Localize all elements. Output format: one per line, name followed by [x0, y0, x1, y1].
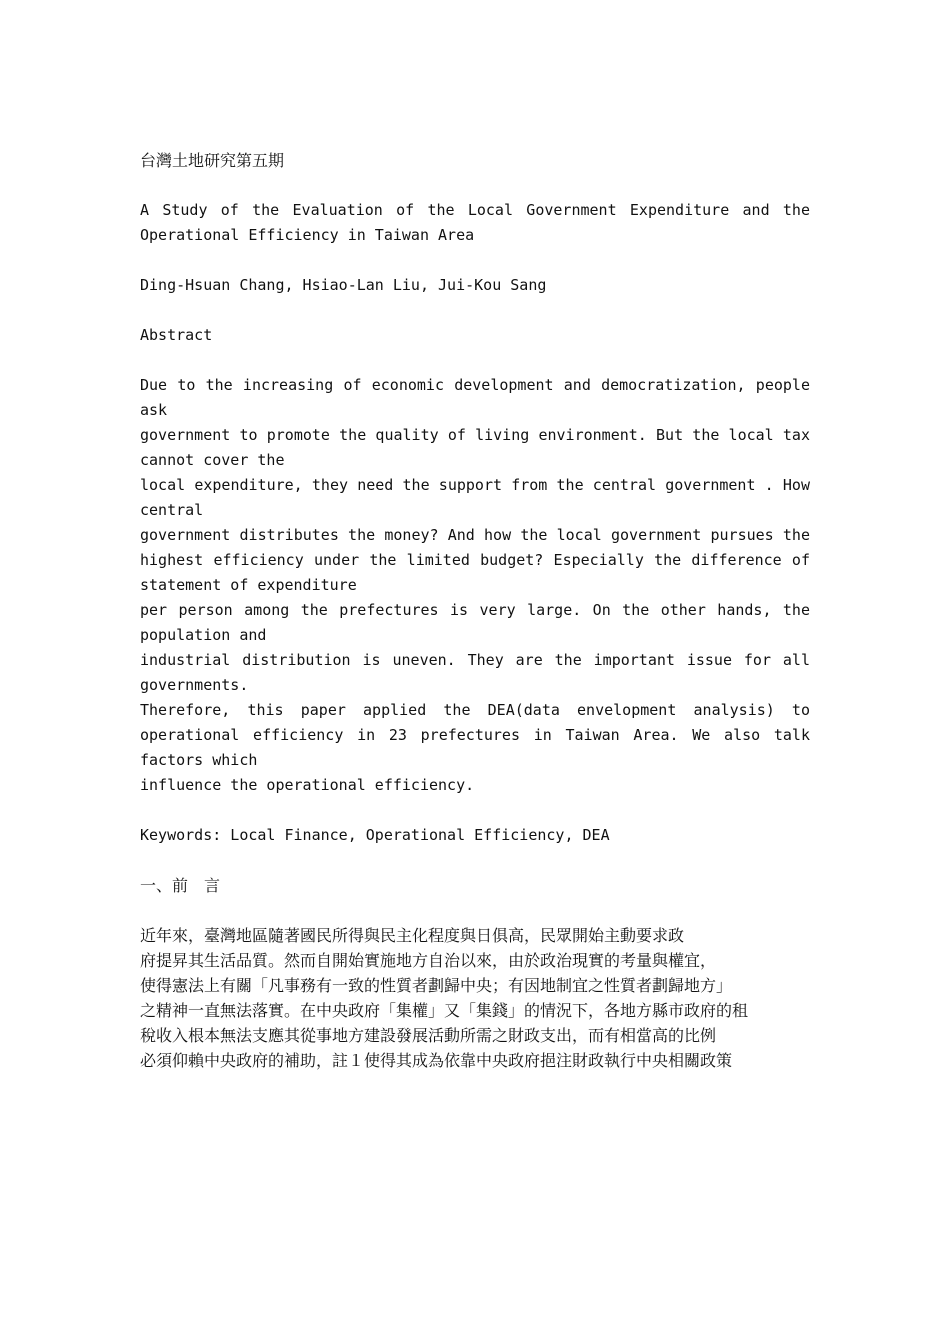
body-line: 近年來，臺灣地區隨著國民所得與民主化程度與日俱高，民眾開始主動要求政 [140, 926, 685, 945]
body-line: 必須仰賴中央政府的補助，註１使得其成為依靠中央政府挹注財政執行中央相關政策 [140, 1051, 733, 1070]
abstract-line: operational efficiency in 23 prefectures in Taiwan Area. We also talk [140, 726, 810, 744]
spacer [140, 848, 810, 873]
spacer [140, 248, 810, 273]
abstract-line: ask [140, 401, 168, 419]
abstract-line: cannot cover the [140, 451, 285, 469]
body-line: 稅收入根本無法支應其從事地方建設發展活動所需之財政支出，而有相當高的比例 [140, 1026, 717, 1045]
section-heading: 一、前 言 [140, 876, 221, 895]
spacer [140, 173, 810, 198]
body-line: 府提昇其生活品質。然而自開始實施地方自治以來，由於政治現實的考量與權宜， [140, 951, 717, 970]
abstract-line: factors which [140, 751, 258, 769]
paper-title-line-1: A Study of the Evaluation of the Local Government Expenditure and the [140, 201, 810, 219]
abstract-line: government distributes the money? And how the local government pursues the [140, 526, 810, 544]
abstract-line: highest efficiency under the limited budget? Especially the difference of [140, 551, 810, 569]
abstract-line: population and [140, 626, 267, 644]
body-line: 之精神一直無法落實。在中央政府「集權」又「集錢」的情況下，各地方縣市政府的租 [140, 1001, 749, 1020]
abstract-line: influence the operational efficiency. [140, 776, 475, 794]
body-line: 使得憲法上有關「凡事務有一致的性質者劃歸中央；有因地制宜之性質者劃歸地方」 [140, 976, 733, 995]
abstract-heading: Abstract [140, 326, 213, 344]
abstract-line: local expenditure, they need the support from the central government . How [140, 476, 810, 494]
abstract-line: central [140, 501, 204, 519]
spacer [140, 798, 810, 823]
abstract-line: statement of expenditure [140, 576, 357, 594]
abstract-line: governments. [140, 676, 249, 694]
abstract-line: Due to the increasing of economic development and democratization, people [140, 376, 810, 394]
spacer [140, 298, 810, 323]
spacer [140, 898, 810, 923]
abstract-line: government to promote the quality of living environment. But the local tax [140, 426, 810, 444]
journal-title: 台灣土地研究第五期 [140, 151, 285, 170]
author-list: Ding-Hsuan Chang, Hsiao-Lan Liu, Jui-Kou Sang [140, 276, 547, 294]
paper-title-line-2: Operational Efficiency in Taiwan Area [140, 226, 475, 244]
keywords: Keywords: Local Finance, Operational Efficiency, DEA [140, 826, 610, 844]
spacer [140, 348, 810, 373]
paper-page [140, 148, 810, 1073]
abstract-line: per person among the prefectures is very large. On the other hands, the [140, 601, 810, 619]
abstract-line: industrial distribution is uneven. They are the important issue for all [140, 651, 810, 669]
abstract-line: Therefore, this paper applied the DEA(data envelopment analysis) to [140, 701, 810, 719]
